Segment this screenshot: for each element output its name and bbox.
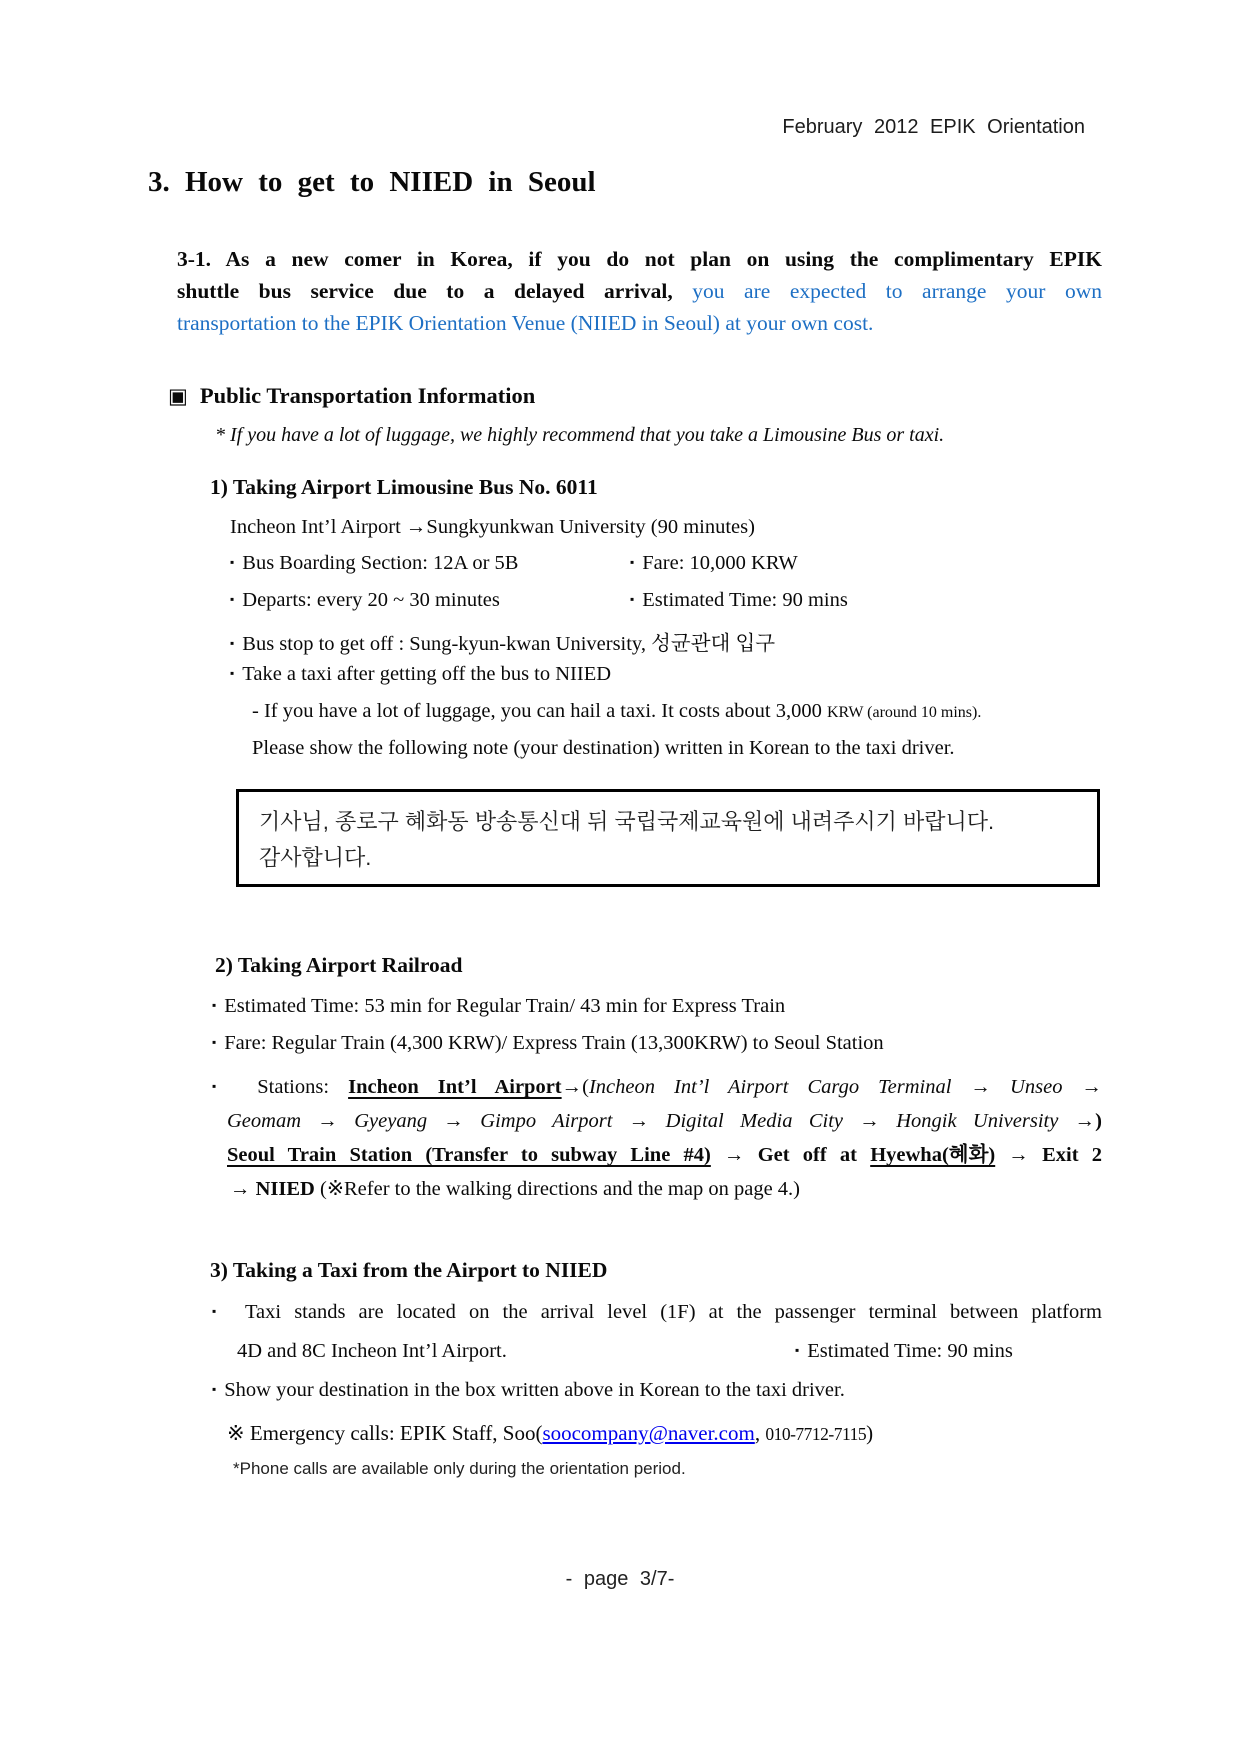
bullet-icon: ▪ <box>630 592 635 606</box>
intro-line-2 <box>177 275 1102 307</box>
list-item <box>230 626 775 656</box>
page-title: 3. How to get to NIIED in Seoul <box>148 166 596 198</box>
bullet-icon: ▪ <box>212 1079 231 1093</box>
stations-label: Stations: <box>257 1076 330 1098</box>
email-link[interactable]: soocompany@naver.com <box>542 1421 755 1445</box>
korean-note-line-1: 기사님, 종로구 혜화동 방송통신대 뒤 국립국제교육원에 내려주시기 바랍니다. <box>259 809 995 834</box>
intro-line-1 <box>177 243 1102 275</box>
niied-line <box>230 1176 800 1201</box>
korean-note-line-2: 감사합니다. <box>259 845 372 870</box>
list-item <box>212 1032 884 1055</box>
luggage-note: * If you have a lot of luggage, we highly recommend that you take a Limousine Bus or taxi. <box>215 424 945 446</box>
list-item-label: Fare: 10,000 KRW <box>642 552 798 574</box>
niied-bold-text: → NIIED <box>230 1178 315 1200</box>
get-off-text: → Get off at <box>724 1144 857 1166</box>
list-item <box>630 552 798 575</box>
comma-text: , <box>754 1421 766 1445</box>
list-item-label: Bus stop to get off : Sung-kyun-kwan University, 성균관대 입구 <box>242 633 776 655</box>
list-item-label: Departs: every 20 ~ 30 minutes <box>242 589 500 611</box>
list-item <box>212 1379 845 1402</box>
station-hyewha: Hyewha(혜화) <box>870 1144 996 1166</box>
section1-route: Incheon Int’l Airport →Sungkyunkwan University (90 minutes) <box>230 516 755 538</box>
intro-bold-text: shuttle bus service due to a delayed arrival, <box>177 279 673 303</box>
list-item-label: Take a taxi after getting off the bus to NIIED <box>242 663 612 685</box>
phone-availability-note: *Phone calls are available only during the orientation period. <box>233 1459 686 1478</box>
section1-heading: 1) Taking Airport Limousine Bus No. 6011 <box>210 475 598 499</box>
bullet-icon: ▪ <box>212 998 217 1012</box>
arrow-text: →( <box>561 1076 589 1098</box>
show-note-text: Please show the following note (your destination) written in Korean to the taxi driver. <box>252 737 955 759</box>
list-item-label: Estimated Time: 90 mins <box>642 589 848 611</box>
taxi-stands-text: Taxi stands are located on the arrival level (1F) at the passenger terminal between platform <box>244 1301 1102 1323</box>
bullet-icon: ▪ <box>795 1343 800 1357</box>
station-incheon-airport: Incheon Int’l Airport <box>348 1076 562 1098</box>
emergency-calls-line <box>227 1421 873 1446</box>
list-item <box>212 1301 1102 1324</box>
emergency-phone-number: 010-7712-7115 <box>765 1424 867 1444</box>
list-item-label: Bus Boarding Section: 12A or 5B <box>242 552 519 574</box>
airport-platform-text: 4D and 8C Incheon Int’l Airport. <box>237 1340 507 1362</box>
station-seoul-station: Seoul Train Station (Transfer to subway Line #4) <box>227 1144 711 1166</box>
taxi-cost-note <box>252 700 981 723</box>
bullet-icon: ▪ <box>212 1382 217 1396</box>
korean-destination-note-box <box>236 789 1100 887</box>
paren-close: ) <box>1095 1110 1102 1132</box>
bullet-icon: ▪ <box>212 1035 217 1049</box>
bullet-icon: ▪ <box>630 555 635 569</box>
list-item <box>795 1340 1013 1363</box>
list-item-label: Fare: Regular Train (4,300 KRW)/ Express Train (13,300KRW) to Seoul Station <box>224 1032 884 1054</box>
bullet-icon: ▪ <box>230 666 235 680</box>
intro-bold-text: 3-1. As a new comer in Korea, if you do not plan on using the complimentary EPIK <box>177 247 1102 271</box>
exit-text: → Exit 2 <box>1008 1144 1102 1166</box>
taxi-stands-line-2 <box>237 1340 1202 1363</box>
stations-line-3 <box>212 1138 1102 1172</box>
section2-heading: 2) Taking Airport Railroad <box>215 953 463 977</box>
list-item <box>230 663 611 686</box>
section1-bullet-row-2 <box>230 589 848 612</box>
square-marker-icon: ▣ <box>168 384 188 408</box>
stations-line-2 <box>212 1104 1102 1138</box>
taxi-cost-text: - If you have a lot of luggage, you can hail a taxi. It costs about 3,000 <box>252 700 822 722</box>
taxi-cost-small-text: KRW (around 10 mins). <box>826 704 982 721</box>
intro-blue-text: transportation to the EPIK Orientation Venue (NIIED in Seoul) at your own cost. <box>177 311 874 335</box>
public-transport-heading-label: Public Transportation Information <box>199 383 536 408</box>
bullet-icon: ▪ <box>230 636 235 650</box>
paren-close: ) <box>866 1421 874 1445</box>
stations-italic-list: Geomam → Gyeyang → Gimpo Airport → Digital Media City → Hongik University → <box>227 1110 1096 1132</box>
page-number: - page 3/7- <box>565 1568 675 1590</box>
stations-italic-list: Incheon Int’l Airport Cargo Terminal → Unseo → <box>588 1076 1103 1098</box>
intro-paragraph <box>177 243 1102 339</box>
list-item <box>212 995 785 1018</box>
list-item-label: Estimated Time: 53 min for Regular Train/ 43 min for Express Train <box>224 995 786 1017</box>
public-transport-heading <box>168 383 535 409</box>
refer-map-text: (※Refer to the walking directions and the map on page 4.) <box>320 1178 800 1200</box>
estimated-time-label: Estimated Time: 90 mins <box>807 1340 1013 1362</box>
bullet-icon: ▪ <box>230 592 235 606</box>
intro-blue-text: you are expected to arrange your own <box>692 279 1102 303</box>
bullet-icon: ▪ <box>230 555 235 569</box>
section3-heading: 3) Taking a Taxi from the Airport to NIIED <box>210 1258 608 1282</box>
emergency-label: ※ Emergency calls: EPIK Staff, Soo( <box>227 1421 543 1445</box>
page-header: February 2012 EPIK Orientation <box>782 116 1085 138</box>
intro-line-3 <box>177 307 1102 339</box>
bullet-icon: ▪ <box>212 1304 225 1318</box>
show-destination-text: Show your destination in the box written above in Korean to the taxi driver. <box>224 1379 845 1401</box>
list-item <box>630 589 848 612</box>
stations-line-1 <box>212 1069 1102 1104</box>
list-item <box>230 589 630 612</box>
section1-bullet-row-1 <box>230 552 798 575</box>
list-item <box>230 552 630 575</box>
stations-paragraph <box>212 1069 1102 1172</box>
